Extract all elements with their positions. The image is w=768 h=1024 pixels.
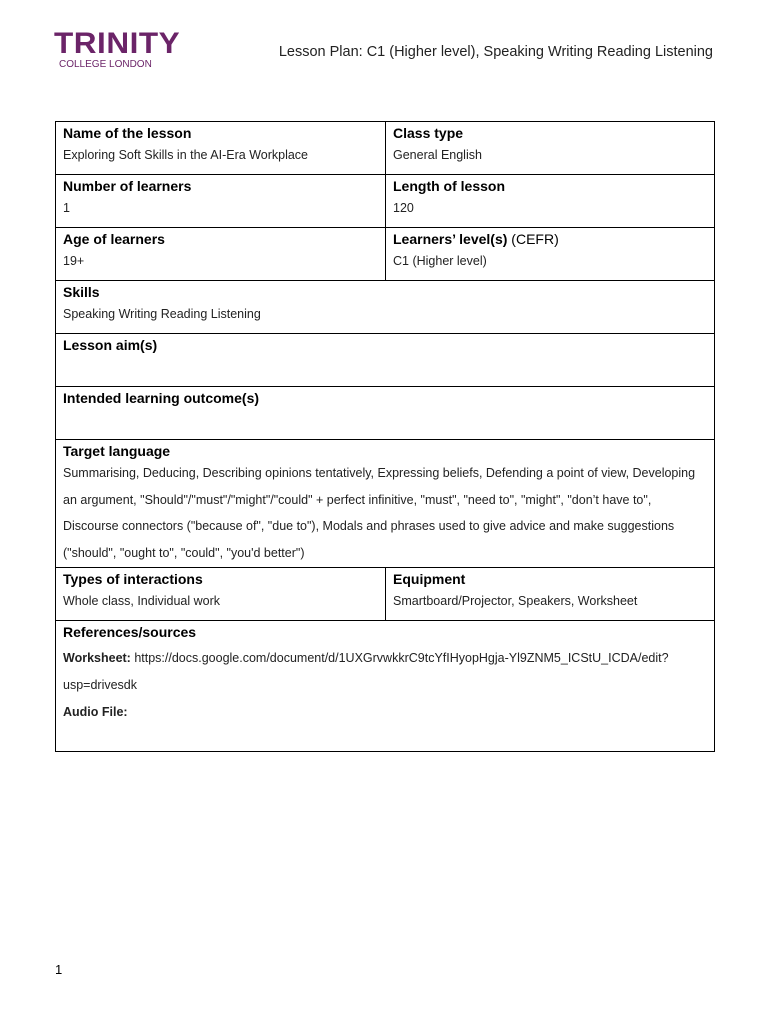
outcomes-label: Intended learning outcome(s) [63, 390, 260, 406]
lesson-name-value: Exploring Soft Skills in the AI-Era Workplace [63, 148, 309, 162]
trinity-logo [54, 27, 181, 71]
target-language-cell [56, 440, 715, 568]
skills-label: Skills [63, 284, 100, 300]
target-language-value: Summarising, Deducing, Describing opinions tentatively, Expressing beliefs, Defending a point of view, Developing an argument, "Should"/"must"/"might"/"could" + perfect infinitive, "must", "need to", "might", "don’t have to", Discourse connectors ("because of", "due to"), Modals and phrases used to give advice and make suggestions ("should", "ought to", "could", "you'd better") [63, 466, 696, 560]
target-language-label: Target language [63, 443, 171, 459]
level-label-cefr: (CEFR) [507, 231, 559, 247]
interactions-cell [56, 568, 386, 621]
level-label-text: Learners’ level(s) [393, 231, 508, 247]
skills-value: Speaking Writing Reading Listening [63, 307, 261, 321]
num-learners-cell [56, 175, 386, 228]
class-type-label: Class type [393, 125, 464, 141]
lesson-length-cell [386, 175, 715, 228]
references-cell [56, 621, 715, 752]
logo-wordmark: TRINITY [54, 27, 181, 60]
logo-subtitle: COLLEGE LONDON [59, 59, 152, 70]
worksheet-label: Worksheet: [63, 651, 131, 665]
level-label [393, 228, 707, 248]
num-learners-label: Number of learners [63, 178, 192, 194]
references-label: References/sources [63, 624, 197, 640]
age-value: 19+ [63, 254, 85, 268]
worksheet-link[interactable]: https://docs.google.com/document/d/1UXGrvwkkrC9tcYfIHyopHgja-Yl9ZNM5_ICStU_ICDA/edit?usp=drivesdk [63, 651, 669, 692]
lesson-plan-table [55, 121, 715, 752]
lesson-length-label: Length of lesson [393, 178, 505, 194]
age-label: Age of learners [63, 231, 165, 247]
equipment-label: Equipment [393, 571, 466, 587]
class-type-cell [386, 122, 715, 175]
outcomes-cell [56, 387, 715, 440]
age-cell [56, 228, 386, 281]
equipment-cell [386, 568, 715, 621]
level-value: C1 (Higher level) [393, 254, 487, 268]
lesson-length-value: 120 [393, 201, 414, 215]
level-cell [386, 228, 715, 281]
skills-cell [56, 281, 715, 334]
page-header-title: Lesson Plan: C1 (Higher level), Speaking Writing Reading Listening [278, 44, 713, 60]
num-learners-value: 1 [63, 201, 70, 215]
audio-reference [63, 699, 707, 726]
equipment-value: Smartboard/Projector, Speakers, Worksheet [393, 594, 638, 608]
lesson-name-label: Name of the lesson [63, 125, 192, 141]
interactions-value: Whole class, Individual work [63, 594, 221, 608]
audio-label: Audio File: [63, 705, 128, 719]
worksheet-reference [63, 645, 707, 699]
aims-cell [56, 334, 715, 387]
aims-label: Lesson aim(s) [63, 337, 158, 353]
class-type-value: General English [393, 148, 482, 162]
interactions-label: Types of interactions [63, 571, 203, 587]
page-number: 1 [55, 962, 63, 977]
lesson-name-cell [56, 122, 386, 175]
